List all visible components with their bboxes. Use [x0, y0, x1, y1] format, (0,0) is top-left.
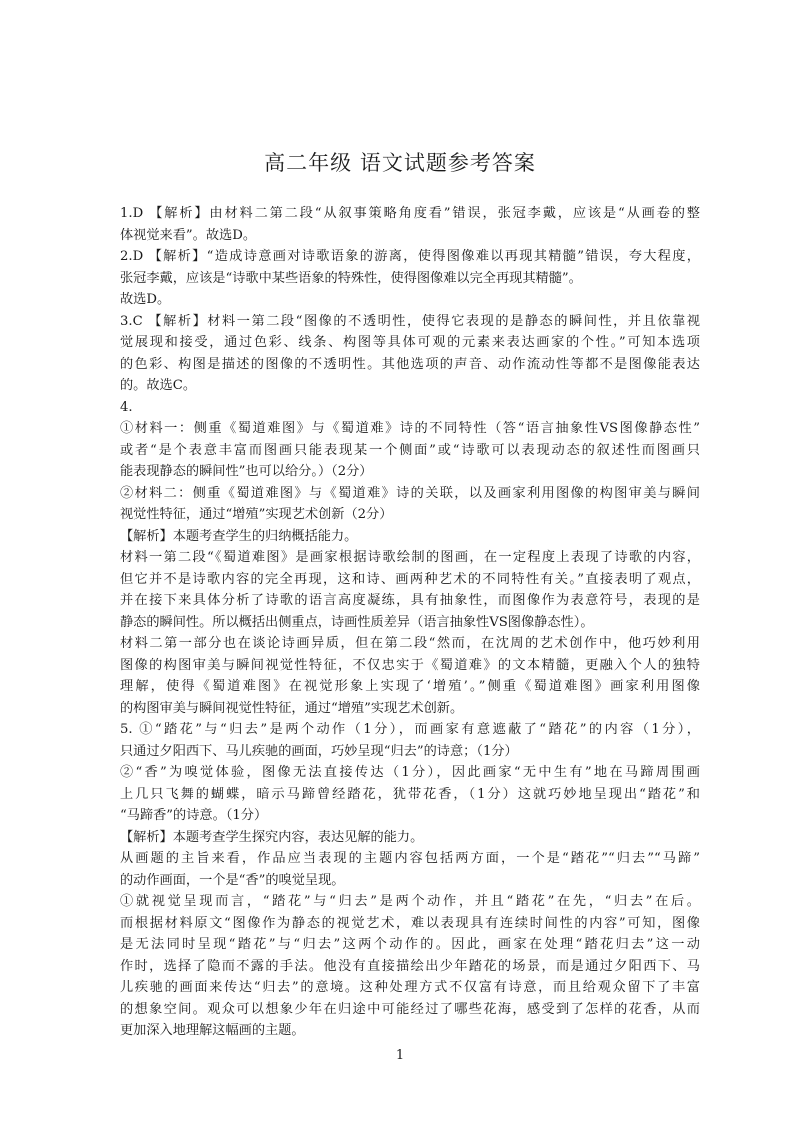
- text-line: 的想象空间。观众可以想象少年在归途中可能经过了哪些花海，感受到了怎样的花香，从而: [120, 1001, 700, 1017]
- text-line: 但它并不是诗歌内容的完全再现，这和诗、画两种艺术的不同特性有关。”直接表明了观点，: [120, 571, 700, 587]
- text-line: 上几只飞舞的蝴蝶，暗示马蹄曾经踏花，犹带花香，（1分）这就巧妙地呈现出“踏花”和: [120, 786, 700, 802]
- text-line: 的动作画面，一个是“香”的嗅觉呈现。: [120, 872, 345, 888]
- text-line: ①材料一：侧重《蜀道难图》与《蜀道难》诗的不同特性（答“语言抽象性VS图像静态性”: [120, 421, 700, 436]
- text-line: 3.C 【解析】材料一第二段“图像的不透明性，使得它表现的是静态的瞬间性，并且依靠视: [120, 313, 700, 329]
- text-line: 的构图审美与瞬间视觉性特征，通过“增殖”实现艺术创新。: [120, 700, 464, 716]
- answer-body: [120, 203, 700, 1042]
- text-line: 视觉性特征，通过“增殖”实现艺术创新（2分）: [120, 507, 393, 522]
- text-line: 张冠李戴，应该是“诗歌中某些语象的特殊性，使得图像难以完全再现其精髓”。: [120, 270, 582, 286]
- text-line: 的。故选C。: [120, 378, 197, 393]
- text-line: 是无法同时呈现“踏花”与“归去”这两个动作的。因此，画家在处理“踏花归去”这一动: [120, 937, 700, 952]
- text-line: 或者“是个表意丰富而图画只能表现某一个侧面”或“诗歌可以表现动态的叙述性而图画只: [120, 442, 700, 458]
- text-line: 材料一第二段“《蜀道难图》是画家根据诗歌绘制的图画，在一定程度上表现了诗歌的内容，: [120, 550, 700, 565]
- text-line: 而根据材料原文“图像作为静态的视觉艺术，难以表现具有连续时间性的内容”可知，图像: [120, 915, 700, 931]
- text-line: 体视觉来看”。故选D。: [120, 227, 257, 243]
- text-line: 2.D 【解析】“造成诗意画对诗歌语象的游离，使得图像难以再现其精髓”错误，夸大程度，: [120, 249, 700, 264]
- text-line: 5. ①“踏花”与“归去”是两个动作（1分），而画家有意遮蔽了“踏花”的内容（1分），: [120, 722, 700, 737]
- text-line: ②“香”为嗅觉体验，图像无法直接传达（1分），因此画家“无中生有”地在马蹄周围画: [120, 765, 700, 780]
- text-line: 静态的瞬间性。所以概括出侧重点，诗画性质差异（语言抽象性VS图像静态性）。: [120, 614, 594, 630]
- text-line: 1.D 【解析】由材料二第二段“从叙事策略角度看”错误，张冠李戴，应该是“从画卷的整: [120, 206, 700, 221]
- text-line: 【解析】本题考查学生探究内容，表达见解的能力。: [120, 829, 424, 845]
- text-line: 故选D。: [120, 292, 171, 307]
- text-line: 从画题的主旨来看，作品应当表现的主题内容包括两方面，一个是“踏花”“归去”“马蹄”: [120, 851, 700, 866]
- text-line: ①就视觉呈现而言，“踏花”与“归去”是两个动作，并且“踏花”在先，“归去”在后。: [120, 894, 700, 909]
- text-line: 的色彩、构图是描述的图像的不透明性。其他选项的声音、动作流动性等都不是图像能表达: [120, 356, 700, 372]
- text-line: 儿疾驰的画面来传达“归去”的意境。这种处理方式不仅富有诗意，而且给观众留下了丰富: [120, 980, 700, 995]
- text-line: 【解析】本题考查学生的归纳概括能力。: [120, 528, 358, 544]
- text-line: 作时，选择了隐而不露的手法。他没有直接描绘出少年踏花的场景，而是通过夕阳西下、马: [120, 958, 700, 974]
- text-line: “马蹄香”的诗意。（1分）: [120, 808, 268, 823]
- text-line: 并在接下来具体分析了诗歌的语言高度凝练，具有抽象性，而图像作为表意符号，表现的是: [120, 593, 700, 608]
- page-title: 高二年级 语文试题参考答案: [264, 151, 536, 175]
- page-number: 1: [395, 1048, 405, 1063]
- text-line: 能表现静态的瞬间性”也可以给分。）（2分）: [120, 464, 373, 479]
- text-line: 材料二第一部分也在谈论诗画异质，但在第二段“然而，在沈周的艺术创作中，他巧妙利用: [120, 636, 700, 651]
- text-line: 觉展现和接受，通过色彩、线条、构图等具体可观的元素来表达画家的个性。”可知本选项: [120, 335, 700, 350]
- text-line: 只通过夕阳西下、马儿疾驰的画面，巧妙呈现“归去”的诗意；（1分）: [120, 743, 518, 759]
- text-line: ②材料二：侧重《蜀道难图》与《蜀道难》诗的关联，以及画家利用图像的构图审美与瞬间: [120, 485, 700, 501]
- text-line: 图像的构图审美与瞬间视觉性特征，不仅忠实于《蜀道难》的文本精髓，更融入个人的独特: [120, 657, 700, 673]
- text-line: 更加深入地理解这幅画的主题。: [120, 1023, 305, 1038]
- text-line: 4.: [120, 399, 133, 415]
- text-line: 理解，使得《蜀道难图》在视觉形象上实现了‘增殖’。”侧重《蜀道难图》画家利用图像: [120, 679, 700, 694]
